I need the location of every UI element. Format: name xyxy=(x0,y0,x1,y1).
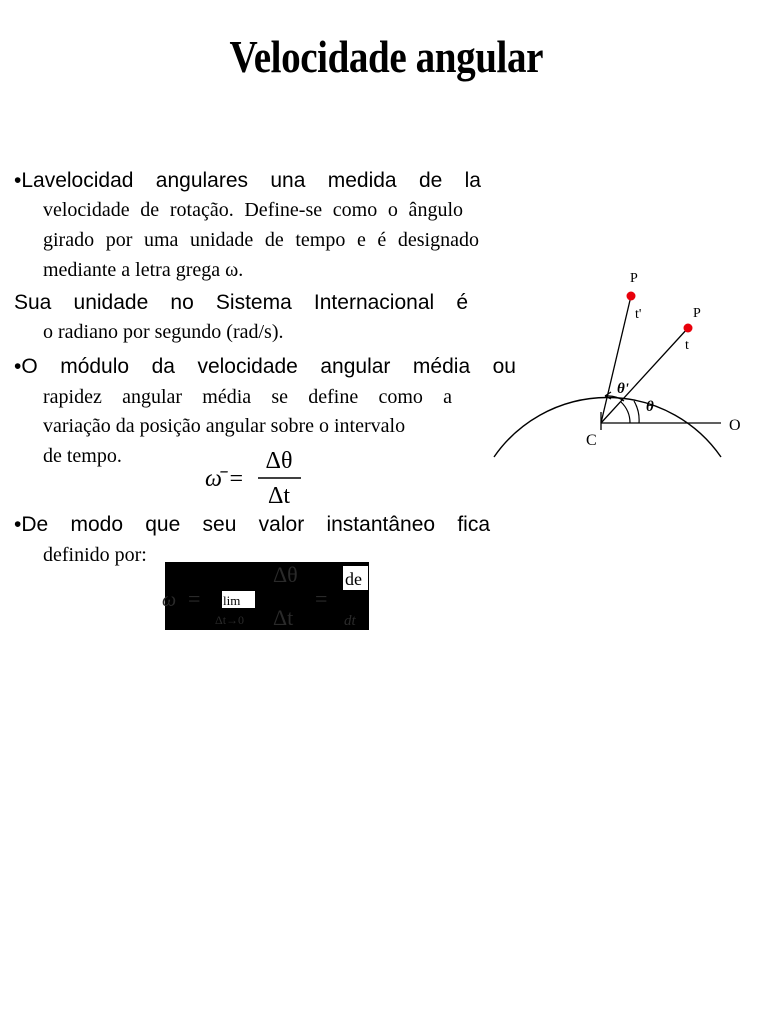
bullet-1-line-1: •Lavelocidad angulares una medida de la xyxy=(14,169,481,192)
formula-avg-numerator: Δθ xyxy=(265,448,293,474)
bullet-2-line-3: variação da posição angular sobre o intervalo xyxy=(43,415,406,437)
formula-inst-lim: lim xyxy=(223,593,241,608)
bullet-1-line-2: velocidade de rotação. Define-se como o ângulo xyxy=(43,199,463,221)
radius-to-p-top xyxy=(601,296,631,423)
instantaneous-angular-velocity-formula xyxy=(162,562,369,630)
formula-inst-denominator: Δt xyxy=(273,605,294,630)
label-p-right: P xyxy=(693,306,701,321)
point-p-right xyxy=(684,324,693,333)
label-p-top: P xyxy=(630,271,638,286)
label-c: C xyxy=(586,432,597,449)
label-t: t xyxy=(685,338,689,353)
formula-inst-de: de xyxy=(345,569,362,589)
average-angular-velocity-formula xyxy=(205,445,315,509)
bullet-1-line-3: girado por uma unidade de tempo e é designado xyxy=(43,229,479,251)
label-theta-prime: θ' xyxy=(617,381,629,397)
formula-avg-lhs: ω̄ = xyxy=(205,466,245,492)
circle-arc xyxy=(494,397,721,457)
formula-inst-dt: dt xyxy=(344,613,356,629)
circular-motion-diagram xyxy=(484,262,754,457)
bullet-3-line-1: •De modo que seu valor instantâneo fica xyxy=(14,513,490,536)
unit-line-2: o radiano por segundo (rad/s). xyxy=(43,321,284,343)
bullet-1-line-4: mediante a letra grega ω. xyxy=(43,259,244,281)
theta-angle-arc xyxy=(621,402,630,423)
formula-inst-equals-1: = xyxy=(188,586,201,611)
formula-inst-omega: ω xyxy=(162,589,177,611)
unit-line-1: Sua unidade no Sistema Internacional é xyxy=(14,291,468,314)
formula-inst-limit-sub: Δt→0 xyxy=(215,613,245,627)
bullet-2-line-1: •O módulo da velocidade angular média ou xyxy=(14,355,516,378)
slide-title: Velocidade angular xyxy=(229,31,544,82)
label-o: O xyxy=(729,417,741,434)
label-theta: θ xyxy=(646,399,654,415)
bullet-2-line-4: de tempo. xyxy=(43,445,122,467)
point-p-top xyxy=(627,292,636,301)
bullet-2-line-2: rapidez angular média se define como a xyxy=(43,386,452,408)
theta-outer-arc xyxy=(634,401,639,423)
radius-to-p-right xyxy=(601,328,688,423)
formula-inst-numerator: Δθ xyxy=(273,562,298,587)
bullet-3-line-2: definido por: xyxy=(43,544,147,566)
formula-avg-denominator: Δt xyxy=(267,483,291,509)
formula-inst-equals-2: = xyxy=(315,586,328,611)
label-t-prime: t' xyxy=(635,307,642,322)
